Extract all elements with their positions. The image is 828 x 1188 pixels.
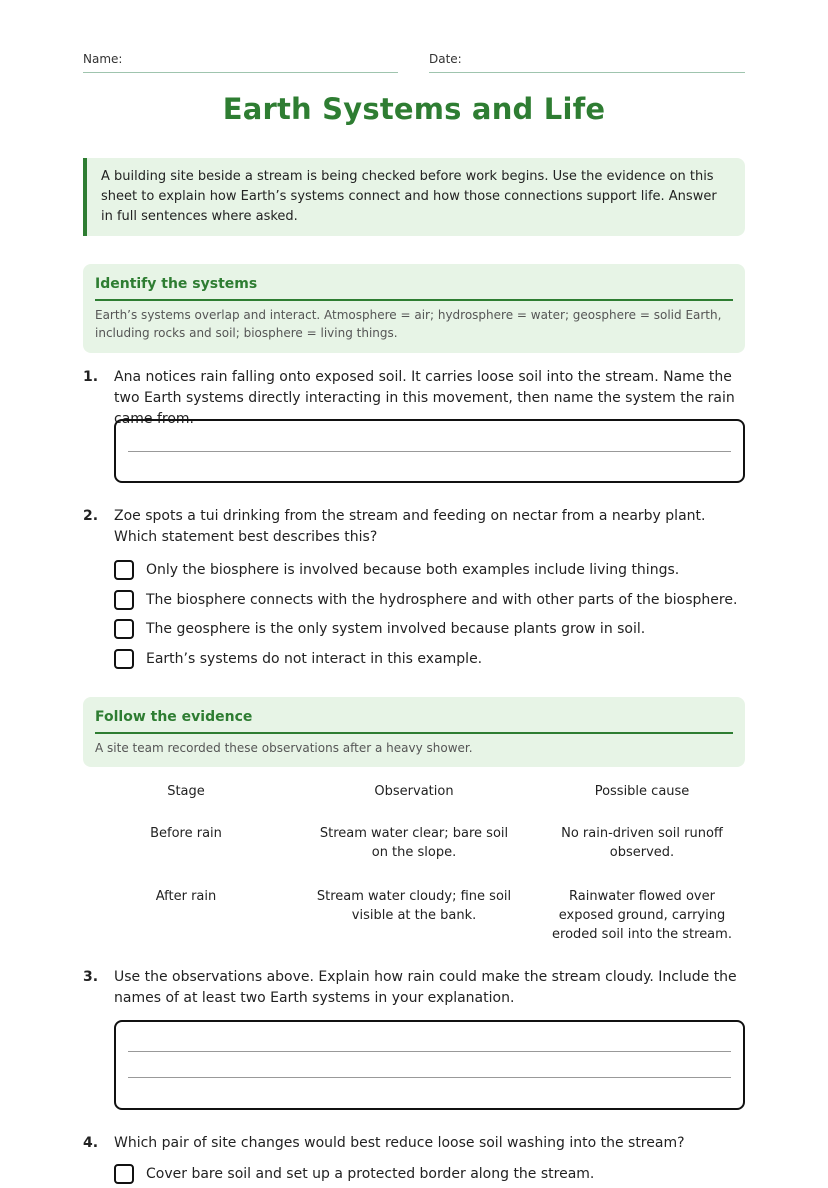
section-identify-systems — [83, 264, 745, 353]
table-header-observation: Observation — [374, 784, 454, 799]
table-cell: No rain-driven soil runoff observed. — [561, 826, 723, 860]
answer-line — [128, 451, 731, 452]
checkbox[interactable] — [114, 1164, 134, 1184]
question-number: 3. — [83, 969, 99, 985]
section-title: Follow the evidence — [95, 707, 733, 734]
checkbox[interactable] — [114, 590, 134, 610]
checkbox[interactable] — [114, 619, 134, 639]
question-text: Which pair of site changes would best reduce loose soil washing into the stream? — [114, 1135, 685, 1151]
table-cell: Rainwater flowed over exposed ground, carrying eroded soil into the stream. — [552, 889, 732, 942]
date-label: Date: — [429, 52, 462, 66]
answer-box-1[interactable] — [114, 419, 745, 483]
checkbox[interactable] — [114, 649, 134, 669]
question-number: 4. — [83, 1135, 99, 1151]
section-follow-evidence — [83, 697, 745, 767]
page-title: Earth Systems and Life — [222, 92, 606, 126]
section-note: Earth’s systems overlap and interact. Atmosphere = air; hydrosphere = water; geosphere = solid Earth, including rocks and soil; biosphere = living things. — [95, 308, 722, 340]
question-text: Zoe spots a tui drinking from the stream and feeding on nectar from a nearby plant. Which statement best describes this? — [114, 508, 706, 545]
question-text: Ana notices rain falling onto exposed soil. It carries loose soil into the stream. Name the two Earth systems directly interacting in this movement, then name the system the rain came from. — [114, 369, 735, 427]
name-field[interactable] — [83, 52, 398, 73]
table-cell: Stream water cloudy; fine soil visible at the bank. — [316, 889, 512, 923]
date-field[interactable] — [429, 52, 745, 73]
question-number: 2. — [83, 508, 99, 524]
answer-box-3[interactable] — [114, 1020, 745, 1110]
answer-line — [128, 1051, 731, 1052]
option-label: The biosphere connects with the hydrosphere and with other parts of the biosphere. — [146, 592, 738, 608]
checkbox[interactable] — [114, 560, 134, 580]
table-cell: Stream water clear; bare soil on the slope. — [319, 826, 509, 860]
question-2 — [83, 506, 745, 548]
question-text: Use the observations above. Explain how rain could make the stream cloudy. Include the names of at least two Earth systems in your explanation. — [114, 969, 737, 1006]
question-3 — [83, 967, 745, 1009]
table-header-cause: Possible cause — [594, 784, 690, 799]
section-note: A site team recorded these observations after a heavy shower. — [95, 741, 473, 755]
option-label: Only the biosphere is involved because both examples include living things. — [146, 562, 680, 578]
name-label: Name: — [83, 52, 123, 66]
question-4 — [83, 1133, 745, 1154]
section-title: Identify the systems — [95, 274, 733, 301]
header-row — [83, 52, 745, 74]
table-cell: After rain — [155, 889, 217, 904]
intro-callout: A building site beside a stream is being checked before work begins. Use the evidence on this sheet to explain how Earth’s systems connect and how those connections support life. Answer in full sentences where asked. — [83, 158, 745, 236]
question-number: 1. — [83, 369, 99, 385]
table-header-stage: Stage — [167, 784, 205, 799]
answer-line — [128, 1077, 731, 1078]
option-label: Cover bare soil and set up a protected border along the stream. — [146, 1166, 595, 1182]
option-label: The geosphere is the only system involved because plants grow in soil. — [146, 621, 646, 637]
table-cell: Before rain — [150, 826, 222, 841]
option-label: Earth’s systems do not interact in this example. — [146, 651, 483, 667]
